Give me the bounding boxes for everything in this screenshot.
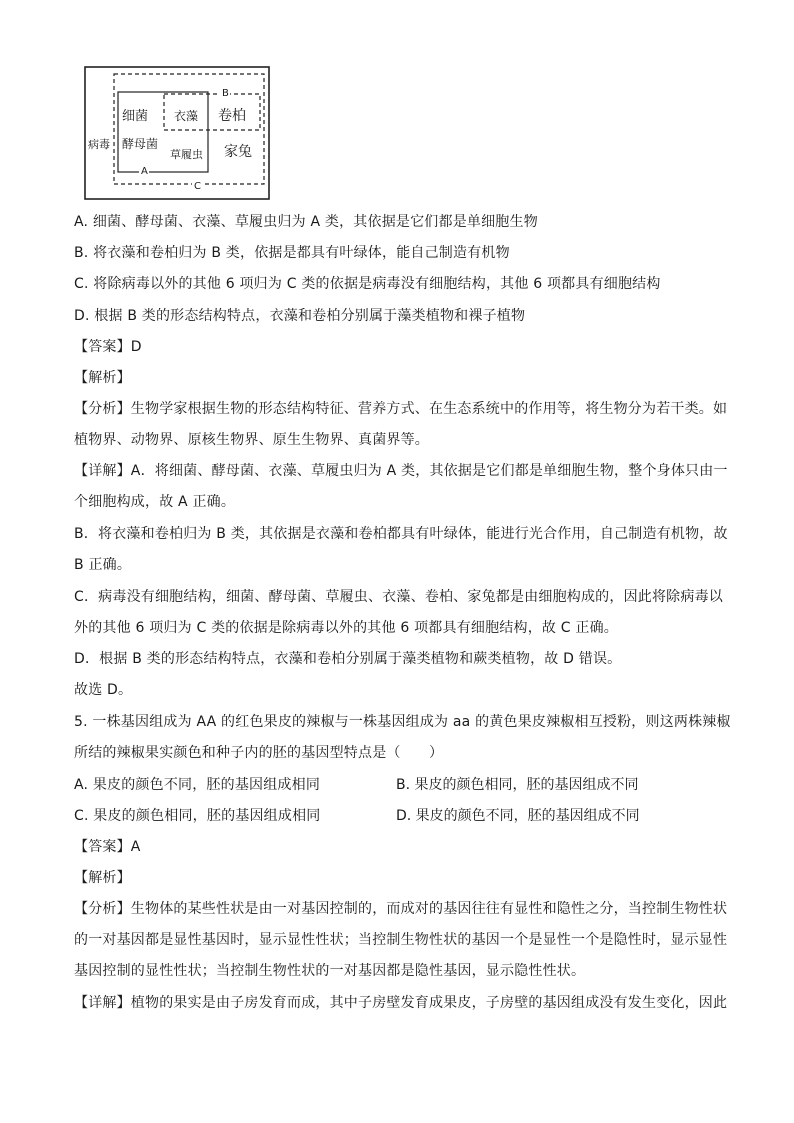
- classification-diagram-svg: [84, 66, 270, 200]
- group-c-box: [114, 74, 264, 184]
- yeast-label: 酵母菌: [122, 137, 159, 151]
- q5-option-b: B. 果皮的颜色相同，胚的基因组成不同: [396, 777, 639, 793]
- q4-option-d: D. 根据 B 类的形态结构特点，衣藻和卷柏分别属于藻类植物和裸子植物: [74, 308, 526, 324]
- group-b-label: B: [222, 88, 229, 99]
- q5-answer: 【答案】A: [74, 839, 141, 855]
- bacteria-label: 细菌: [122, 109, 149, 124]
- q4-analysis-line-1: 【分析】生物学家根据生物的形态结构特征、营养方式、在生态系统中的作用等，将生物分为若干类。如: [74, 401, 728, 417]
- q4-analysis-line-2: 植物界、动物界、原核生物界、原生生物界、真菌界等。: [74, 432, 429, 448]
- q5-option-d: D. 果皮的颜色不同，胚的基因组成不同: [396, 808, 640, 824]
- q4-analysis-heading: 【解析】: [74, 370, 131, 386]
- q5-detail-line-1: 【详解】植物的果实是由子房发育而成，其中子房壁发育成果皮，子房壁的基因组成没有发生变化，因此: [74, 995, 728, 1011]
- q5-stem-line-1: 5. 一株基因组成为 AA 的红色果皮的辣椒与一株基因组成为 aa 的黄色果皮辣椒相互授粉，则这两株辣椒: [74, 714, 731, 730]
- q5-stem-line-2: 所结的辣椒果实颜色和种子内的胚的基因型特点是（ ）: [74, 745, 444, 761]
- rabbit-label: 家兔: [224, 144, 252, 160]
- selaginella-label: 卷柏: [218, 108, 246, 124]
- group-a-label: A: [141, 166, 148, 177]
- paramecium-label: 草履虫: [170, 148, 203, 161]
- q5-option-c: C. 果皮的颜色相同，胚的基因组成相同: [74, 808, 321, 824]
- q4-detail-line-2: 个细胞构成，故 A 正确。: [74, 494, 236, 510]
- q5-analysis-line-2: 的一对基因都是显性基因时，显示显性性状；当控制生物性状的基因一个是显性一个是隐性时，显示显性: [74, 932, 728, 948]
- q5-option-a: A. 果皮的颜色不同，胚的基因组成相同: [74, 777, 321, 793]
- q5-analysis-line-3: 基因控制的显性性状；当控制生物性状的一对基因都是隐性基因，显示隐性性状。: [74, 963, 586, 979]
- q4-detail-line-7: D．根据 B 类的形态结构特点，衣藻和卷柏分别属于藻类植物和蕨类植物，故 D 错误。: [74, 651, 622, 667]
- chlamydomonas-label: 衣藻: [174, 109, 199, 123]
- q4-option-a: A. 细菌、酵母菌、衣藻、草履虫归为 A 类，其依据是它们都是单细胞生物: [74, 214, 538, 230]
- q4-option-c: C. 将除病毒以外的其他 6 项归为 C 类的依据是病毒没有细胞结构，其他 6 项都具有细胞结构: [74, 276, 661, 292]
- q4-option-b: B. 将衣藻和卷柏归为 B 类，依据是都具有叶绿体，能自己制造有机物: [74, 245, 510, 261]
- q4-detail-line-5: C．病毒没有细胞结构，细菌、酵母菌、草履虫、衣藻、卷柏、家兔都是由细胞构成的，因此将除病毒以: [74, 589, 723, 605]
- group-c-label: C: [194, 181, 201, 192]
- virus-label: 病毒: [88, 138, 110, 151]
- q5-analysis-line-1: 【分析】生物体的某些性状是由一对基因控制的，而成对的基因往往有显性和隐性之分，当控制生物性状: [74, 901, 728, 917]
- q4-answer: 【答案】D: [74, 339, 142, 355]
- q5-analysis-heading: 【解析】: [74, 870, 131, 886]
- classification-diagram: [84, 66, 270, 200]
- q4-detail-line-4: B 正确。: [74, 557, 132, 573]
- outer-frame: [85, 67, 269, 199]
- q4-detail-line-6: 外的其他 6 项归为 C 类的依据是除病毒以外的其他 6 项都具有细胞结构，故 C 正确。: [74, 620, 618, 636]
- q4-detail-line-3: B．将衣藻和卷柏归为 B 类，其依据是衣藻和卷柏都具有叶绿体，能进行光合作用，自己制造有机物，故: [74, 526, 728, 542]
- q4-conclusion: 故选 D。: [74, 682, 133, 698]
- q4-detail-line-1: 【详解】A．将细菌、酵母菌、衣藻、草履虫归为 A 类，其依据是它们都是单细胞生物，整个身体只由一: [74, 463, 728, 479]
